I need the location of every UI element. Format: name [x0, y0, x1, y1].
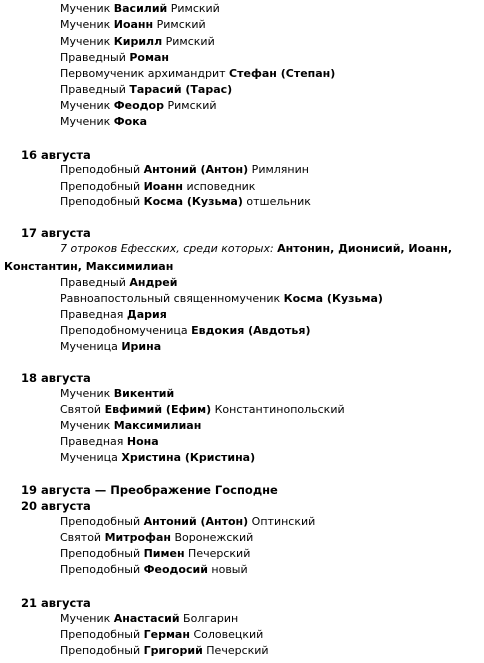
saint-entry — [60, 628, 263, 642]
saint-epithet: Римский — [167, 2, 220, 15]
saint-name: Косма (Кузьма) — [143, 195, 243, 208]
saint-name: Антоний (Антон) — [143, 515, 249, 528]
saint-name: Дария — [126, 308, 167, 321]
saint-name: Максимилиан — [113, 419, 202, 432]
saint-name: Стефан (Степан) — [229, 67, 336, 80]
saint-epithet: новый — [207, 563, 248, 576]
saint-entry — [60, 276, 177, 290]
saint-epithet: отшельник — [242, 195, 311, 208]
saint-name: Пимен — [143, 547, 185, 560]
saint-name: Феодор — [113, 99, 164, 112]
saint-entry — [60, 308, 167, 322]
saint-epithet: Римлянин — [248, 163, 309, 176]
saint-name: Нона — [126, 435, 159, 448]
saint-entry — [60, 419, 201, 433]
saint-name: Кирилл — [113, 35, 163, 48]
saint-entry — [60, 180, 255, 194]
saint-title: Преподобный — [60, 163, 144, 176]
saint-name: Евдокия (Авдотья) — [191, 324, 311, 337]
saint-name: Роман — [129, 51, 170, 64]
saint-title: Мученик — [60, 387, 114, 400]
saint-title: Преподобный — [60, 515, 144, 528]
saint-entry — [60, 292, 383, 306]
date-heading: 18 августа — [21, 371, 91, 385]
saint-epithet: Римский — [164, 99, 217, 112]
saint-entry — [60, 340, 161, 354]
date-heading: 19 августа — Преображение Господне — [21, 483, 278, 497]
saint-name: Иоанн — [113, 18, 154, 31]
saint-epithet: Оптинский — [248, 515, 316, 528]
date-heading: 17 августа — [21, 226, 91, 240]
saint-name: Антоний (Антон) — [143, 163, 249, 176]
saint-entry — [60, 324, 310, 338]
saint-name: Антонин, Дионисий, Иоанн, — [277, 242, 452, 255]
saint-title: Первомученик архимандрит — [60, 67, 230, 80]
saint-title: Праведный — [60, 83, 130, 96]
saint-title: 7 отроков Ефесских, среди которых: — [60, 242, 278, 255]
date-heading: 20 августа — [21, 499, 91, 513]
saint-title: Мученик — [60, 115, 114, 128]
saint-name: Григорий — [143, 644, 203, 657]
saint-name: Иоанн — [143, 180, 183, 193]
saint-title: Преподобный — [60, 644, 144, 657]
saint-title: Равноапостольный священномученик — [60, 292, 284, 305]
saint-title: Преподобный — [60, 628, 144, 641]
saint-entry — [60, 99, 217, 113]
saint-title: Святой — [60, 403, 105, 416]
saint-name: Константин, Максимилиан — [4, 260, 174, 273]
saint-epithet: исповедник — [182, 180, 256, 193]
saint-title: Преподобный — [60, 547, 144, 560]
saint-entry — [60, 67, 335, 81]
saint-name: Василий — [113, 2, 168, 15]
saint-epithet: Воронежский — [170, 531, 254, 544]
saint-epithet: Соловецкий — [189, 628, 264, 641]
saint-name: Феодосий — [143, 563, 208, 576]
saint-entry — [60, 435, 159, 449]
saint-name: Фока — [113, 115, 148, 128]
saint-entry — [60, 115, 147, 129]
saint-name: Герман — [143, 628, 190, 641]
saint-title: Святой — [60, 531, 105, 544]
saint-title: Мученик — [60, 419, 114, 432]
saint-entry — [60, 403, 345, 417]
saint-title: Мученик — [60, 99, 114, 112]
saint-name: Евфимий (Ефим) — [104, 403, 212, 416]
saint-title: Мученица — [60, 451, 122, 464]
saint-title: Мученик — [60, 612, 114, 625]
saint-entry — [60, 83, 232, 97]
saint-entry — [60, 242, 452, 256]
saint-entry — [60, 644, 269, 658]
date-heading: 16 августа — [21, 148, 91, 162]
saint-name: Викентий — [113, 387, 175, 400]
saint-name: Андрей — [129, 276, 178, 289]
saint-entry — [60, 51, 169, 65]
saint-title: Мученик — [60, 2, 114, 15]
saint-title: Мученик — [60, 18, 114, 31]
saint-name: Анастасий — [113, 612, 180, 625]
saint-title: Праведный — [60, 51, 130, 64]
saint-entry — [60, 195, 311, 209]
saint-epithet: Римский — [162, 35, 215, 48]
saint-entry — [60, 563, 248, 577]
saint-title: Мученица — [60, 340, 122, 353]
saint-entry — [60, 612, 238, 626]
saint-title: Преподобный — [60, 180, 144, 193]
saint-entry — [60, 451, 255, 465]
saint-epithet: Печерский — [202, 644, 269, 657]
saint-title: Преподобномученица — [60, 324, 192, 337]
date-heading: 21 августа — [21, 596, 91, 610]
saint-entry — [4, 260, 173, 274]
saint-name: Митрофан — [104, 531, 171, 544]
saint-entry — [60, 515, 315, 529]
saint-entry — [60, 163, 309, 177]
saint-epithet: Болгарин — [179, 612, 239, 625]
saint-epithet: Константинопольский — [211, 403, 345, 416]
saint-name: Христина (Кристина) — [121, 451, 256, 464]
saint-entry — [60, 387, 174, 401]
saint-title: Преподобный — [60, 563, 144, 576]
saint-entry — [60, 2, 220, 16]
saint-title: Преподобный — [60, 195, 144, 208]
saint-name: Ирина — [121, 340, 162, 353]
saint-epithet: Печерский — [184, 547, 251, 560]
saint-epithet: Римский — [153, 18, 206, 31]
saint-entry — [60, 547, 250, 561]
saint-title: Праведная — [60, 308, 127, 321]
saint-title: Мученик — [60, 35, 114, 48]
saint-name: Косма (Кузьма) — [283, 292, 383, 305]
saint-entry — [60, 35, 215, 49]
saint-title: Праведный — [60, 276, 130, 289]
saint-name: Тарасий (Тарас) — [129, 83, 233, 96]
saint-entry — [60, 18, 206, 32]
saint-entry — [60, 531, 253, 545]
saint-title: Праведная — [60, 435, 127, 448]
